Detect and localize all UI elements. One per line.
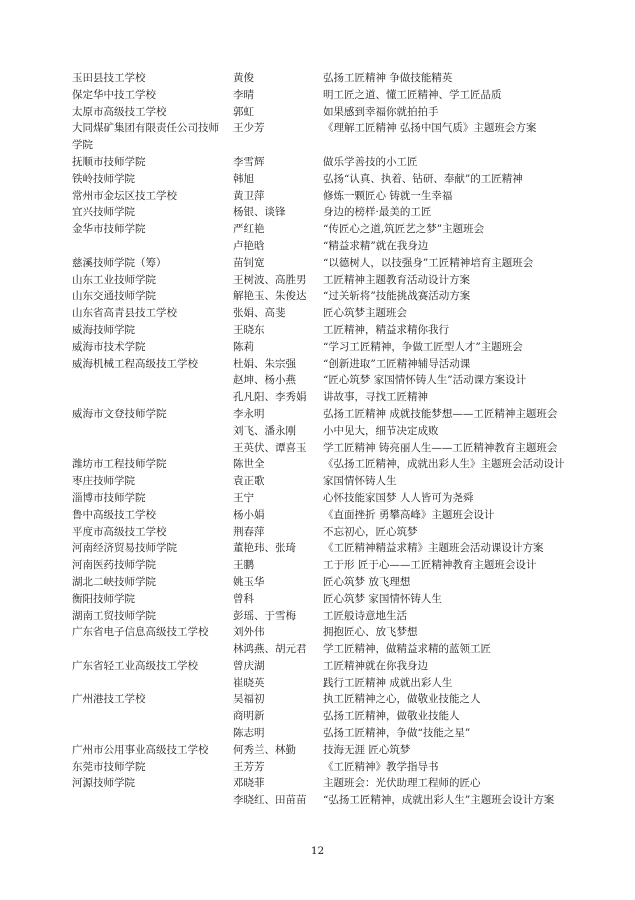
entry-title: 工匠般诗意地生活 xyxy=(323,609,407,622)
list-row xyxy=(72,372,592,389)
list-row xyxy=(72,456,592,473)
school-name xyxy=(72,389,229,406)
entry-title: 学工匠精神，做精益求精的蓝领工匠 xyxy=(323,643,491,656)
author-name: 邓晓菲 xyxy=(233,777,265,790)
author-name: 王宁 xyxy=(233,491,254,504)
entry-title: 工匠精神就在你我身边 xyxy=(323,659,428,672)
author-name: 吴福初 xyxy=(233,693,265,706)
author-name: 刘飞、潘永刚 xyxy=(233,424,296,437)
entry-title: 家国情怀铸人生 xyxy=(323,475,397,488)
author-name: 陈世全 xyxy=(233,458,265,471)
author-name: 孔凡阳、李秀娟 xyxy=(233,391,307,404)
list-row xyxy=(72,171,592,188)
author-name: 崔晓英 xyxy=(233,676,265,689)
school-name: 威海市技术学院 xyxy=(72,340,146,353)
school-name: 广东省电子信息高级技工学校 xyxy=(72,626,209,639)
school-name: 玉田县技工学校 xyxy=(72,72,146,84)
author-name: 彭瑶、于雪梅 xyxy=(233,609,296,622)
school-name: 威海机械工程高级技工学校 xyxy=(72,357,198,370)
list-row xyxy=(72,305,592,322)
page-number: 12 xyxy=(310,845,325,857)
list-row xyxy=(72,691,592,708)
school-name: 潍坊市工程技师学院 xyxy=(72,458,167,471)
list-row xyxy=(72,507,592,524)
list-row xyxy=(72,70,592,87)
entry-title: 工匠精神主题教育活动设计方案 xyxy=(323,273,470,286)
list-row xyxy=(72,742,592,759)
list-row xyxy=(72,255,592,272)
entry-title: “传匠心之道,筑匠艺之梦”主题班会 xyxy=(323,223,485,236)
entry-title: 如果感到幸福你就拍拍手 xyxy=(323,105,439,118)
list-row xyxy=(72,540,592,557)
school-name: 广东省轻工业高级技工学校 xyxy=(72,659,198,672)
school-name: 山东省高青县技工学校 xyxy=(72,307,177,320)
author-name: 郭虹 xyxy=(233,105,254,118)
author-name: 姚玉华 xyxy=(233,575,265,588)
author-name: 李晴 xyxy=(233,88,254,101)
entry-title: 不忘初心，匠心筑梦 xyxy=(323,525,418,538)
award-list-table xyxy=(72,70,592,809)
school-name: 平度市高级技工学校 xyxy=(72,525,167,538)
author-name: 杜娟、朱宗强 xyxy=(233,357,296,370)
list-row xyxy=(72,624,592,641)
school-name xyxy=(72,238,229,255)
entry-title: 匠心筑梦主题班会 xyxy=(323,307,407,320)
school-name: 湖北二峡技师学院 xyxy=(72,575,156,588)
entry-title: “创新进取”工匠精神辅导活动课 xyxy=(323,357,471,370)
author-name: 李雪辉 xyxy=(233,155,265,168)
school-name: 山东工业技师学院 xyxy=(72,273,156,286)
list-row xyxy=(72,272,592,289)
entry-title: “以德树人，以技强身”工匠精神培育主题班会 xyxy=(323,256,534,269)
entry-title: 《理解工匠精神 弘扬中国气质》主题班会方案 xyxy=(323,122,537,135)
entry-title: 工于形 匠于心——工匠精神教育主题班会设计 xyxy=(323,559,537,572)
school-name: 鲁中高级技工学校 xyxy=(72,508,156,521)
entry-title: 工匠精神，精益求精你我行 xyxy=(323,323,449,336)
list-row xyxy=(72,104,592,121)
list-row xyxy=(72,574,592,591)
list-row xyxy=(72,708,592,725)
list-row xyxy=(72,675,592,692)
entry-title: 《工匠精神》教学指导书 xyxy=(323,760,439,773)
author-name: 陈莉 xyxy=(233,340,254,353)
school-name: 威海技师学院 xyxy=(72,323,135,336)
entry-title: 《直面挫折 勇攀高峰》主题班会设计 xyxy=(323,508,495,521)
school-name: 东莞市技师学院 xyxy=(72,760,146,773)
list-row xyxy=(72,759,592,776)
list-row xyxy=(72,339,592,356)
school-name: 河南经济贸易技师学院 xyxy=(72,542,177,555)
school-name: 太原市高级技工学校 xyxy=(72,105,167,118)
school-name: 宜兴技师学院 xyxy=(72,206,135,219)
author-name: 赵坤、杨小燕 xyxy=(233,374,296,387)
author-name: 王晓东 xyxy=(233,323,265,336)
school-name: 抚顺市技师学院 xyxy=(72,155,146,168)
school-name: 铁岭技师学院 xyxy=(72,172,135,185)
list-row xyxy=(72,87,592,104)
school-name xyxy=(72,792,229,809)
author-name: 荆春萍 xyxy=(233,525,265,538)
author-name: 解艳玉、朱俊达 xyxy=(233,290,307,303)
author-name: 卢艳晗 xyxy=(233,239,265,252)
school-name: 慈溪技师学院（筹） xyxy=(72,256,167,269)
entry-title: 心怀技能家国梦 人人皆可为尧舜 xyxy=(323,491,474,504)
author-name: 李永明 xyxy=(233,407,265,420)
school-name xyxy=(72,675,229,692)
author-name: 董艳玮、张琦 xyxy=(233,542,296,555)
author-name: 韩旭 xyxy=(233,172,254,185)
entry-title: 弘扬工匠精神 成就技能梦想——工匠精神主题班会 xyxy=(323,407,558,420)
list-row xyxy=(72,238,592,255)
school-name xyxy=(72,372,229,389)
author-name: 黄俊 xyxy=(233,72,254,84)
entry-title: 践行工匠精神 成就出彩人生 xyxy=(323,676,453,689)
entry-title: 讲故事，寻找工匠精神 xyxy=(323,391,428,404)
entry-title: 身边的榜样·最美的工匠 xyxy=(323,206,432,219)
author-name: 王树波、高胜男 xyxy=(233,273,307,286)
list-row xyxy=(72,406,592,423)
school-name xyxy=(72,440,229,457)
entry-title: 执工匠精神之心，做敬业技能之人 xyxy=(323,693,481,706)
list-row xyxy=(72,608,592,625)
school-name xyxy=(72,708,229,725)
author-name: 刘外伟 xyxy=(233,626,265,639)
entry-title: 弘扬工匠精神，争做“技能之星” xyxy=(323,727,471,740)
list-row xyxy=(72,188,592,205)
school-name: 威海市文登技师学院 xyxy=(72,407,167,420)
school-name: 河源技师学院 xyxy=(72,777,135,790)
entry-title: “学习工匠精神，争做工匠型人才”主题班会 xyxy=(323,340,523,353)
list-row xyxy=(72,120,592,154)
entry-title: 做乐学善技的小工匠 xyxy=(323,155,418,168)
author-name: 王芳芳 xyxy=(233,760,265,773)
list-row xyxy=(72,775,592,792)
school-name: 河南医药技师学院 xyxy=(72,559,156,572)
entry-title: “过关斩将”技能挑战赛活动方案 xyxy=(323,290,471,303)
entry-title: 《工匠精神精益求精》主题班会活动课设计方案 xyxy=(323,542,544,555)
list-row xyxy=(72,473,592,490)
author-name: 曾庆湖 xyxy=(233,659,265,672)
school-name: 保定华中技工学校 xyxy=(72,88,156,101)
list-row xyxy=(72,557,592,574)
list-row xyxy=(72,725,592,742)
entry-title: “精益求精”就在我身边 xyxy=(323,239,429,252)
entry-title: 弘扬工匠精神，做敬业技能人 xyxy=(323,710,460,723)
entry-title: 弘扬“认真、执着、钻研、奉献”的工匠精神 xyxy=(323,172,523,185)
school-name: 淄博市技师学院 xyxy=(72,491,146,504)
entry-title: “匠心筑梦 家国情怀铸人生”活动课方案设计 xyxy=(323,374,527,387)
entry-title: “弘扬工匠精神，成就出彩人生”主题班会设计方案 xyxy=(323,794,555,807)
author-name: 曾科 xyxy=(233,592,254,605)
list-row xyxy=(72,423,592,440)
author-name: 王英伏、谭喜玉 xyxy=(233,441,307,454)
author-name: 商明新 xyxy=(233,710,265,723)
entry-title: 学工匠精神 铸亮丽人生——工匠精神教育主题班会 xyxy=(323,441,558,454)
entry-title: 主题班会：光伏助理工程师的匠心 xyxy=(323,777,481,790)
author-name: 杨银、谈锋 xyxy=(233,206,286,219)
school-name: 常州市金坛区技工学校 xyxy=(72,189,177,202)
school-name xyxy=(72,725,229,742)
entry-title: 匠心筑梦 家国情怀铸人生 xyxy=(323,592,442,605)
author-name: 王鹏 xyxy=(233,559,254,572)
entry-title: 匠心筑梦 放飞理想 xyxy=(323,575,411,588)
school-name: 枣庄技师学院 xyxy=(72,475,135,488)
list-row xyxy=(72,641,592,658)
author-name: 陈志明 xyxy=(233,727,265,740)
school-name: 大同煤矿集团有限责任公司技师学院 xyxy=(72,122,219,152)
school-name xyxy=(72,641,229,658)
list-row xyxy=(72,288,592,305)
list-row xyxy=(72,524,592,541)
list-row xyxy=(72,490,592,507)
school-name xyxy=(72,423,229,440)
entry-title: 小中见大，细节决定成败 xyxy=(323,424,439,437)
author-name: 林鸿燕、胡元君 xyxy=(233,643,307,656)
author-name: 张娟、高斐 xyxy=(233,307,286,320)
school-name: 衡阳技师学院 xyxy=(72,592,135,605)
author-name: 李晓红、田苗苗 xyxy=(233,794,307,807)
school-name: 湖南工贸技师学院 xyxy=(72,609,156,622)
entry-title: 拥抱匠心、放飞梦想 xyxy=(323,626,418,639)
list-row xyxy=(72,356,592,373)
school-name: 山东交通技师学院 xyxy=(72,290,156,303)
list-row xyxy=(72,591,592,608)
list-row xyxy=(72,154,592,171)
author-name: 杨小娟 xyxy=(233,508,265,521)
list-row xyxy=(72,389,592,406)
author-name: 黄卫萍 xyxy=(233,189,265,202)
entry-title: 明工匠之道、懂工匠精神、学工匠品质 xyxy=(323,88,502,101)
author-name: 苗钊宽 xyxy=(233,256,265,269)
author-name: 王少芳 xyxy=(233,122,265,135)
author-name: 袁正歌 xyxy=(233,475,265,488)
list-row xyxy=(72,440,592,457)
entry-title: 弘扬工匠精神 争做技能精英 xyxy=(323,72,453,84)
list-row xyxy=(72,221,592,238)
list-row xyxy=(72,792,592,809)
school-name: 金华市技师学院 xyxy=(72,223,146,236)
author-name: 严红艳 xyxy=(233,223,265,236)
entry-title: 修炼一颗匠心 铸就一生幸福 xyxy=(323,189,453,202)
author-name: 何秀兰、林勤 xyxy=(233,743,296,756)
list-row xyxy=(72,322,592,339)
school-name: 广州港技工学校 xyxy=(72,693,146,706)
entry-title: 《弘扬工匠精神，成就出彩人生》主题班会活动设计 xyxy=(323,458,565,471)
list-row xyxy=(72,204,592,221)
school-name: 广州市公用事业高级技工学校 xyxy=(72,743,209,756)
entry-title: 技海无涯 匠心筑梦 xyxy=(323,743,411,756)
list-row xyxy=(72,658,592,675)
